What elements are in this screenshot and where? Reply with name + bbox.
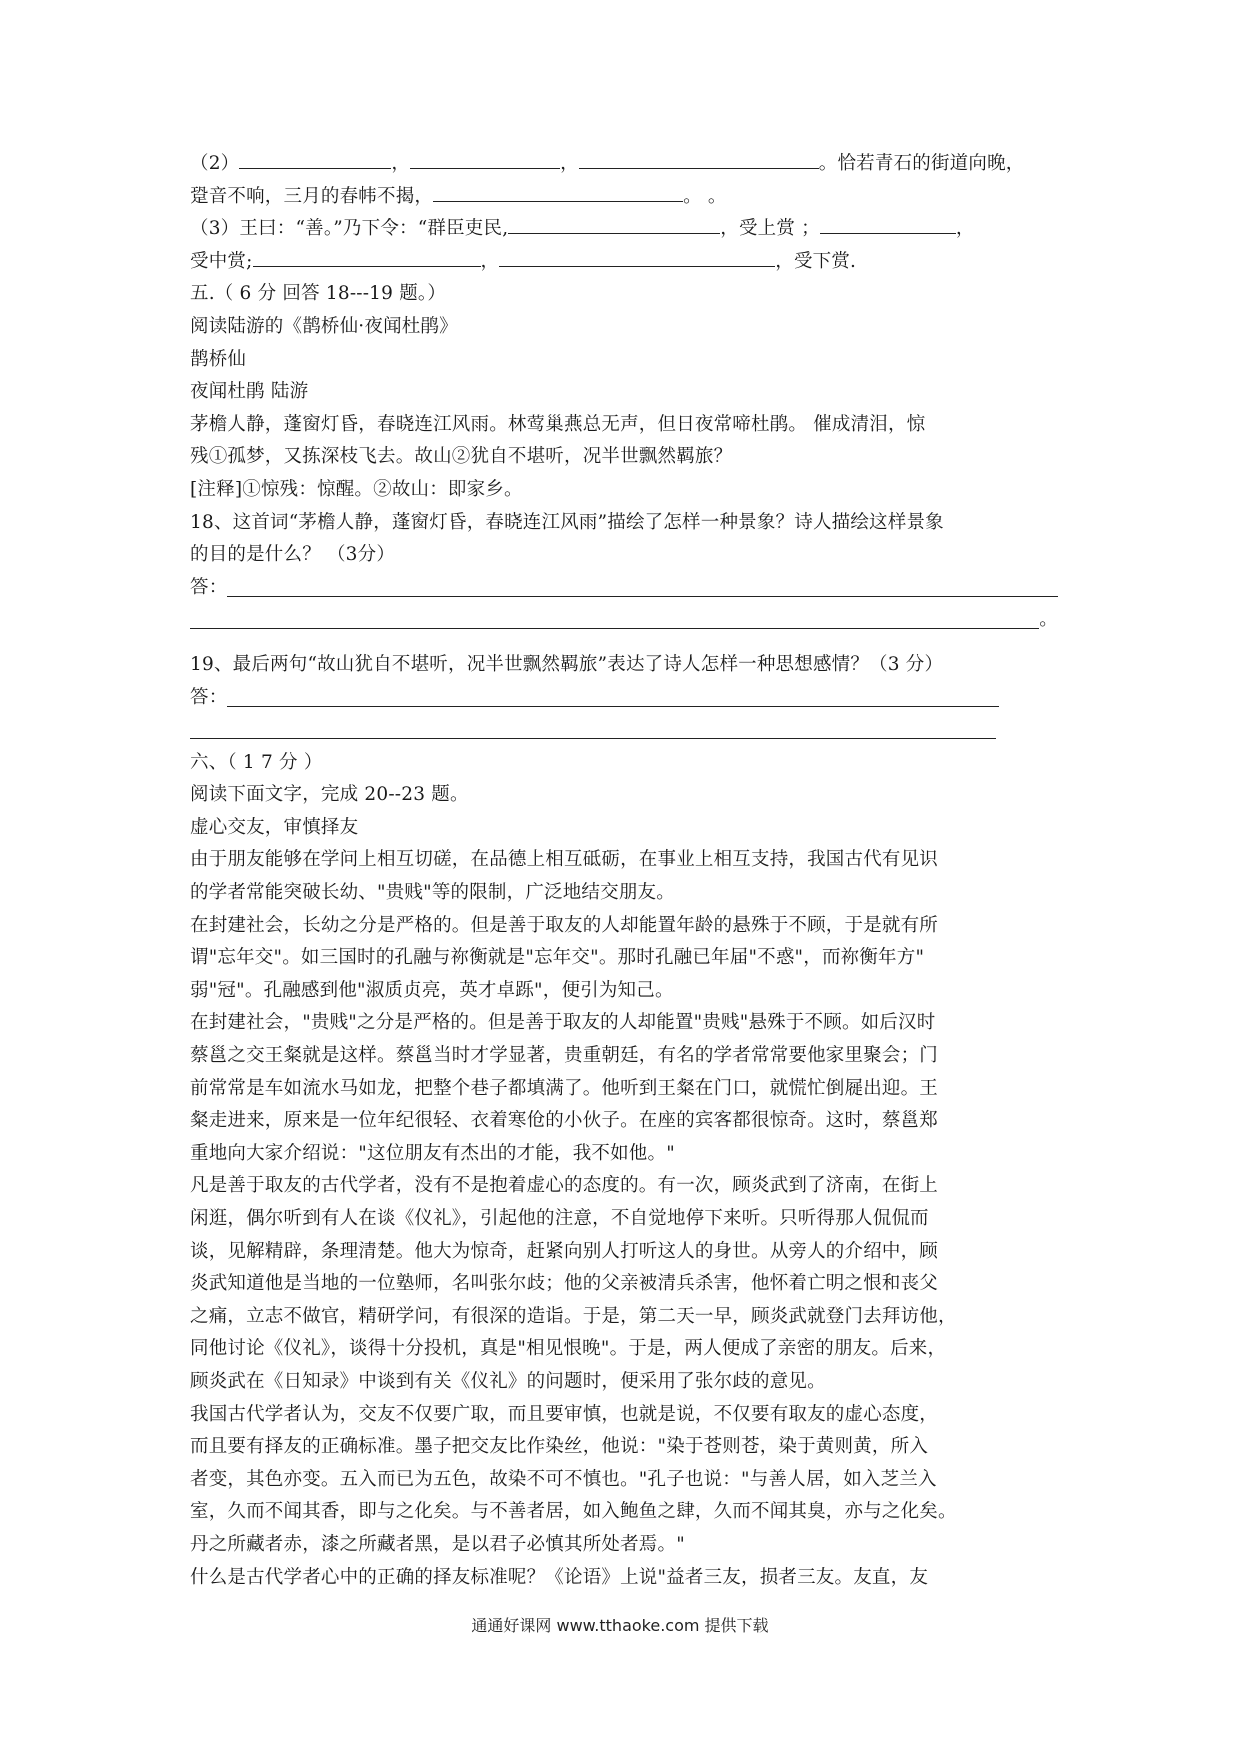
article-line: 而且要有择友的正确标准。墨子把交友比作染丝，他说："染于苍则苍，染于黄则黄，所入 <box>190 1436 929 1458</box>
article-line: 重地向大家介绍说："这位朋友有杰出的才能，我不如他。" <box>190 1142 675 1164</box>
fill-in-q3-line1 <box>190 213 1058 246</box>
section-5-heading: 五.（ 6 分 回答 18---19 题。） <box>190 283 447 305</box>
section-5-intro: 阅读陆游的《鹊桥仙·夜闻杜鹃》 <box>190 315 458 337</box>
q3-text-c: ， <box>955 218 975 240</box>
article-line: 在封建社会，"贵贱"之分是严格的。但是善于取友的人却能置"贵贱"悬殊于不顾。如后汉时 <box>190 1012 936 1034</box>
article-line: 炎武知道他是当地的一位塾师，名叫张尔歧；他的父亲被清兵杀害，他怀着亡明之恨和丧父 <box>190 1273 939 1295</box>
article-line: 同他讨论《仪礼》，谈得十分投机，真是"相见恨晚"。于是，两人便成了亲密的朋友。后来， <box>190 1338 947 1360</box>
answer-blank[interactable] <box>508 213 720 234</box>
fill-in-q2-line2 <box>190 181 1058 214</box>
question-18-line1: 18、这首词“茅檐人静，蓬窗灯昏，春晓连江风雨”描绘了怎样一种景象？诗人描绘这样景象 <box>190 511 944 533</box>
article-line: 凡是善于取友的古代学者，没有不是抱着虚心的态度的。有一次，顾炎武到了济南，在街上 <box>190 1175 939 1197</box>
section-6-heading: 六、（ 1 7 分 ） <box>190 751 323 773</box>
article-body <box>190 844 1058 1594</box>
q3-text: （3）王曰：“善。”乃下令：“群臣吏民, <box>190 218 509 240</box>
article-line: 蔡邕之交王粲就是这样。蔡邕当时才学显著，贵重朝廷，有名的学者常常要他家里聚会；门 <box>190 1045 939 1067</box>
answer-blank[interactable] <box>499 246 775 267</box>
article-line: 顾炎武在《日知录》中谈到有关《仪礼》的问题时，便采用了张尔歧的意见。 <box>190 1370 826 1392</box>
answer-blank[interactable] <box>410 148 560 169</box>
answer-blank[interactable] <box>239 148 391 169</box>
article-line: 弱"冠"。孔融感到他"淑质贞亮，英才卓跞"，便引为知己。 <box>190 979 674 1001</box>
spacer <box>190 637 1058 649</box>
article-line: 谈，见解精辟，条理清楚。他大为惊奇，赶紧向别人打听这人的身世。从旁人的介绍中，顾 <box>190 1240 939 1262</box>
answer-18-line1 <box>190 572 1058 605</box>
poem-subtitle: 夜闻杜鹃 陆游 <box>190 381 309 403</box>
q2-line2-end: 。 。 <box>683 185 727 207</box>
poem-line-2: 残①孤梦，又拣深枝飞去。故山②犹自不堪听，况半世飘然羁旅？ <box>190 446 733 468</box>
answer-19-line2 <box>190 714 1058 747</box>
answer-18-line2 <box>190 604 1058 637</box>
q3-line2-text: 受中赏; <box>190 250 253 272</box>
article-line: 谓"忘年交"。如三国时的孔融与祢衡就是"忘年交"。那时孔融已年届"不惑"，而祢衡年方" <box>190 947 925 969</box>
document-body <box>190 148 1058 1594</box>
answer-19-line1 <box>190 682 1058 715</box>
q2-tail: 。恰若青石的街道向晚， <box>818 153 1025 174</box>
answer-line[interactable] <box>227 682 999 707</box>
q3-text-b: ，受上赏 ； <box>720 218 820 240</box>
question-19: 19、最后两句“故山犹自不堪听，况半世飘然羁旅”表达了诗人怎样一种思想感情？（3 分） <box>190 653 944 675</box>
period: 。 <box>1039 609 1058 631</box>
answer-label: 答： <box>190 686 228 708</box>
answer-line[interactable] <box>190 604 1039 629</box>
poem-title: 鹊桥仙 <box>190 348 247 370</box>
answer-blank[interactable] <box>433 181 683 202</box>
q2-line2-text: 跫音不响，三月的春帏不揭， <box>190 185 434 207</box>
comma: ， <box>560 153 579 174</box>
article-line: 什么是古代学者心中的正确的择友标准呢？《论语》上说"益者三友，损者三友。友直，友 <box>190 1566 929 1588</box>
article-line: 者变，其色亦变。五入而已为五色，故染不可不慎也。"孔子也说："与善人居，如入芝兰入 <box>190 1468 937 1490</box>
answer-blank[interactable] <box>579 148 819 169</box>
footer-source: 通通好课网 www.tthaoke.com 提供下载 <box>471 1616 769 1635</box>
section-6-intro: 阅读下面文字，完成 20--23 题。 <box>190 784 469 806</box>
article-line: 丹之所藏者赤，漆之所藏者黑，是以君子必慎其所处者焉。" <box>190 1533 685 1555</box>
question-18-line2: 的目的是什么？ （3分） <box>190 544 396 566</box>
comma: ， <box>480 250 500 272</box>
article-line: 我国古代学者认为，交友不仅要广取，而且要审慎，也就是说，不仅要有取友的虚心态度， <box>190 1403 939 1425</box>
q2-label: （2） <box>190 153 240 174</box>
poem-line-1: 茅檐人静，蓬窗灯昏，春晓连江风雨。林莺巢燕总无声，但日夜常啼杜鹃。 催成清泪，惊 <box>190 413 926 435</box>
answer-blank[interactable] <box>253 246 481 267</box>
fill-in-q2-line1 <box>190 148 1058 181</box>
answer-blank[interactable] <box>820 213 956 234</box>
poem-note: [注释]①惊残：惊醒。②故山：即家乡。 <box>190 478 523 500</box>
answer-line[interactable] <box>190 714 996 739</box>
article-line: 前常常是车如流水马如龙，把整个巷子都填满了。他听到王粲在门口，就慌忙倒屣出迎。王 <box>190 1077 939 1099</box>
article-line: 粲走进来，原来是一位年纪很轻、衣着寒伧的小伙子。在座的宾客都很惊奇。这时，蔡邕郑 <box>190 1110 939 1132</box>
article-title: 虚心交友，审慎择友 <box>190 816 359 838</box>
comma: ， <box>391 153 411 174</box>
article-line: 的学者常能突破长幼、"贵贱"等的限制，广泛地结交朋友。 <box>190 882 675 904</box>
article-line: 之痛，立志不做官，精研学问，有很深的造诣。于是，第二天一早，顾炎武就登门去拜访他， <box>190 1305 957 1327</box>
q3-line2-end: ，受下赏. <box>775 250 857 272</box>
article-line: 闲逛，偶尔听到有人在谈《仪礼》，引起他的注意，不自觉地停下来听。只听得那人侃侃而 <box>190 1208 929 1229</box>
article-line: 室，久而不闻其香，即与之化矣。与不善者居，如入鲍鱼之肆，久而不闻其臭，亦与之化矣。 <box>190 1501 957 1523</box>
fill-in-q3-line2 <box>190 246 1058 279</box>
answer-label: 答： <box>190 576 228 598</box>
article-line: 在封建社会，长幼之分是严格的。但是善于取友的人却能置年龄的悬殊于不顾，于是就有所 <box>190 914 939 936</box>
article-line: 由于朋友能够在学问上相互切磋，在品德上相互砥砺，在事业上相互支持，我国古代有见识 <box>190 849 939 871</box>
answer-line[interactable] <box>227 572 1058 597</box>
